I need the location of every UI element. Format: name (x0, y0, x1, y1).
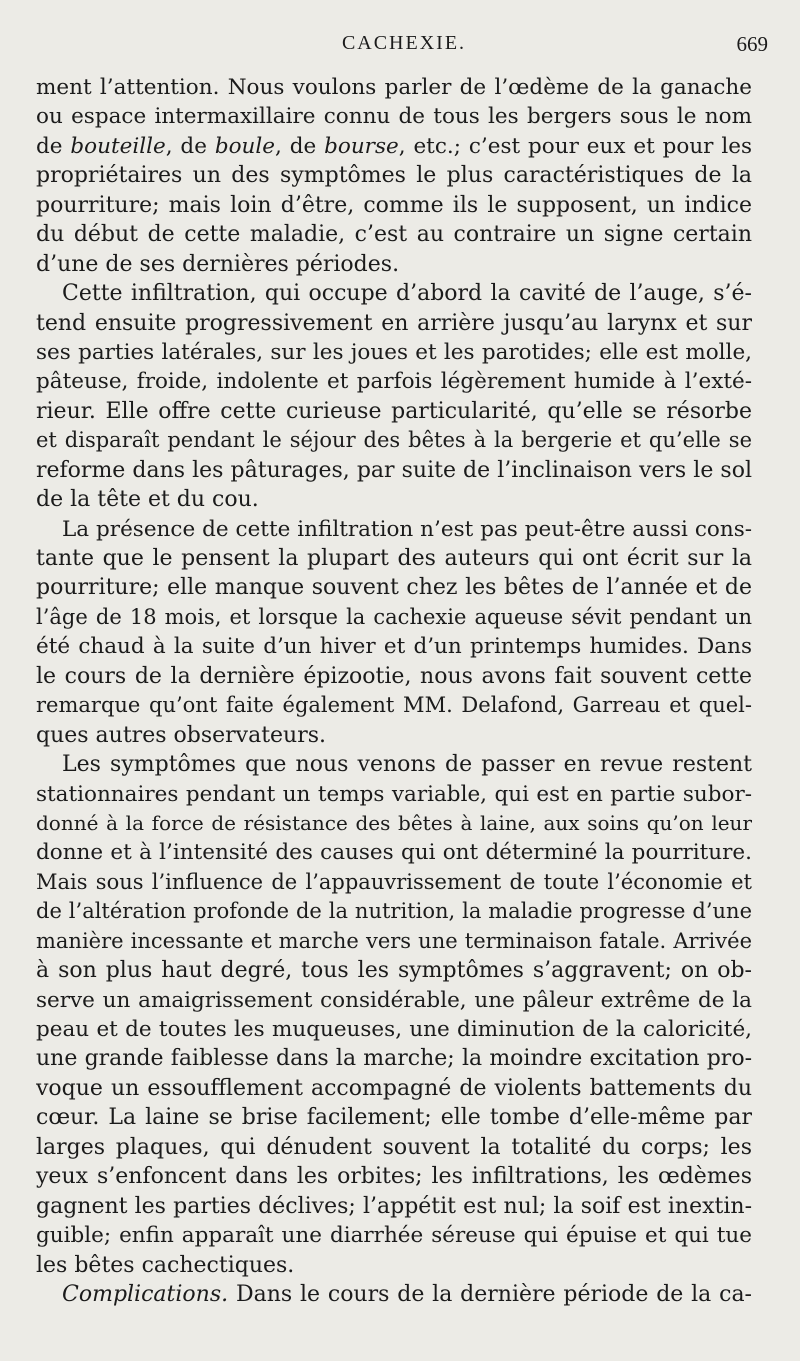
page-number: 669 (736, 32, 768, 56)
text-line: le cours de la dernière épizootie, nous avons fait souvent cette (36, 663, 752, 689)
text-line: Cette infiltration, qui occupe d’abord la cavité de l’auge, s’é- (62, 281, 752, 307)
text-line: ses parties latérales, sur les joues et les parotides; elle est molle, (36, 339, 752, 365)
text-line: reforme dans les pâturages, par suite de l’inclinaison vers le sol (36, 457, 752, 483)
text-line: serve un amaigrissement considérable, une pâleur extrême de la (36, 987, 752, 1013)
text-line: les bêtes cachectiques. (36, 1252, 295, 1278)
text-line: peau et de toutes les muqueuses, une diminution de la caloricité, (36, 1017, 752, 1042)
text-line: stationnaires pendant un temps variable, qui est en partie subor- (36, 781, 752, 807)
page-header (40, 30, 768, 60)
running-title: CACHEXIE. (341, 32, 467, 54)
text-line: guible; enfin apparaît une diarrhée séreuse qui épuise et qui tue (36, 1223, 752, 1249)
text-line: de l’altération profonde de la nutrition, la maladie progresse d’une (36, 899, 752, 924)
text-line: du début de cette maladie, c’est au contraire un signe certain (36, 222, 752, 248)
text-line: La présence de cette infiltration n’est pas peut-être aussi cons- (62, 516, 752, 542)
text-line: tante que le pensent la plupart des auteurs qui ont écrit sur la (36, 546, 752, 571)
text-line: pourriture; mais loin d’être, comme ils le supposent, un indice (36, 192, 752, 218)
text-line: Les symptômes que nous venons de passer en revue restent (62, 752, 752, 778)
text-line: été chaud à la suite d’un hiver et d’un printemps humides. Dans (36, 634, 752, 660)
text-line: donne et à l’intensité des causes qui ont déterminé la pourriture. (36, 840, 752, 866)
text-line: de la tête et du cou. (36, 487, 259, 513)
text-line: remarque qu’ont faite également MM. Delafond, Garreau et quel- (36, 693, 752, 718)
text-line: larges plaques, qui dénudent souvent la totalité du corps; les (36, 1134, 752, 1160)
text-line: d’une de ses dernières périodes. (36, 251, 400, 277)
text-line: Complications. Dans le cours de la dernière période de la ca- (62, 1281, 752, 1307)
text-line: ment l’attention. Nous voulons parler de l’œdème de la ganache (36, 75, 752, 100)
text-line: à son plus haut degré, tous les symptômes s’aggravent; on ob- (36, 958, 752, 984)
text-line: tend ensuite progressivement en arrière jusqu’au larynx et sur (36, 310, 752, 336)
text-line: Mais sous l’influence de l’appauvrissement de toute l’économie et (36, 869, 752, 894)
text-line: voque un essoufflement accompagné de violents battements du (36, 1075, 752, 1101)
text-line: ques autres observateurs. (36, 722, 327, 748)
text-line: manière incessante et marche vers une terminaison fatale. Arrivée (36, 928, 752, 953)
text-line: de bouteille, de boule, de bourse, etc.; c’est pour eux et pour les (36, 133, 752, 159)
text-line: une grande faiblesse dans la marche; la moindre excitation pro- (36, 1046, 752, 1072)
text-line: et disparaît pendant le séjour des bêtes à la bergerie et qu’elle se (36, 428, 752, 453)
text-line: rieur. Elle offre cette curieuse particularité, qu’elle se résorbe (36, 398, 752, 424)
text-line: donné à la force de résistance des bêtes à laine, aux soins qu’on leur (36, 810, 752, 835)
text-line: gagnent les parties déclives; l’appétit est nul; la soif est inextin- (36, 1193, 752, 1219)
text-line: cœur. La laine se brise facilement; elle tombe d’elle-même par (36, 1105, 752, 1131)
text-line: pourriture; elle manque souvent chez les bêtes de l’année et de (36, 575, 752, 601)
text-line: l’âge de 18 mois, et lorsque la cachexie aqueuse sévit pendant un (36, 604, 752, 629)
text-line: yeux s’enfoncent dans les orbites; les infiltrations, les œdèmes (36, 1164, 752, 1190)
text-line: propriétaires un des symptômes le plus caractéristiques de la (36, 163, 752, 189)
body-text (36, 73, 752, 1309)
text-line: ou espace intermaxillaire connu de tous les bergers sous le nom (36, 104, 752, 130)
text-line: pâteuse, froide, indolente et parfois légèrement humide à l’exté- (36, 369, 752, 395)
